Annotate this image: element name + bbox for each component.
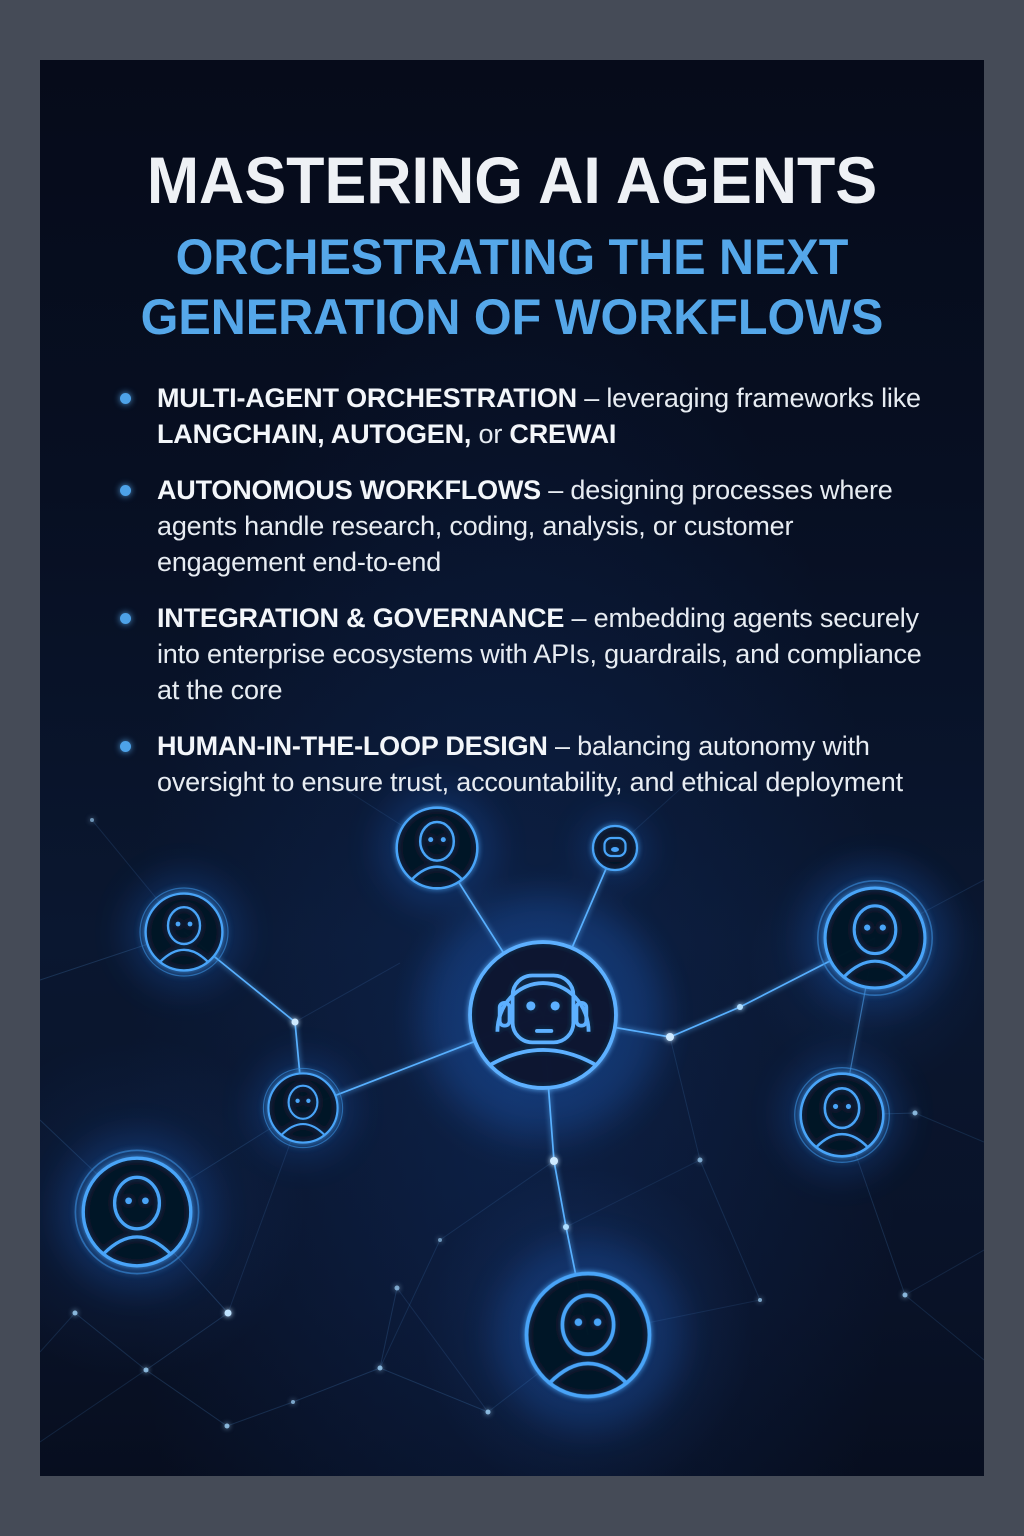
- bullet-dot-icon: [120, 613, 131, 624]
- list-item: [118, 380, 936, 452]
- bullet-text: AUTONOMOUS WORKFLOWS – designing processes where agents handle research, coding, analysis, or customer engagement end-to-end: [157, 475, 893, 577]
- list-item: [118, 472, 936, 580]
- bullet-dot-icon: [120, 393, 131, 404]
- bullet-dot-icon: [120, 485, 131, 496]
- user-avatar-icon: [263, 1068, 342, 1147]
- bullet-text: INTEGRATION & GOVERNANCE – embedding agents securely into enterprise ecosystems with APIs, guardrails, and compliance at the core: [157, 603, 922, 705]
- subtitle-line-2: GENERATION OF WORKFLOWS: [140, 289, 884, 345]
- page-title: MASTERING AI AGENTS: [146, 143, 878, 217]
- user-avatar-icon: [527, 1274, 650, 1397]
- bot-badge-icon: [593, 826, 637, 870]
- bullet-list: [118, 380, 936, 820]
- infographic-poster: [40, 60, 984, 1476]
- bullet-text: MULTI-AGENT ORCHESTRATION – leveraging frameworks like LANGCHAIN, AUTOGEN, or CREWAI: [157, 383, 921, 449]
- bullet-dot-icon: [120, 741, 131, 752]
- list-item: [118, 600, 936, 708]
- user-avatar-icon: [818, 881, 932, 995]
- subtitle-line-1: ORCHESTRATING THE NEXT: [175, 229, 849, 285]
- user-avatar-icon: [140, 888, 228, 976]
- bullet-text: HUMAN-IN-THE-LOOP DESIGN – balancing autonomy with oversight to ensure trust, accountability, and ethical deployment: [157, 731, 903, 797]
- list-item: [118, 728, 936, 800]
- page-subtitle: [54, 227, 970, 347]
- central-agent-avatar-icon: [470, 942, 616, 1088]
- user-avatar-icon: [795, 1068, 890, 1163]
- user-avatar-icon: [75, 1150, 198, 1273]
